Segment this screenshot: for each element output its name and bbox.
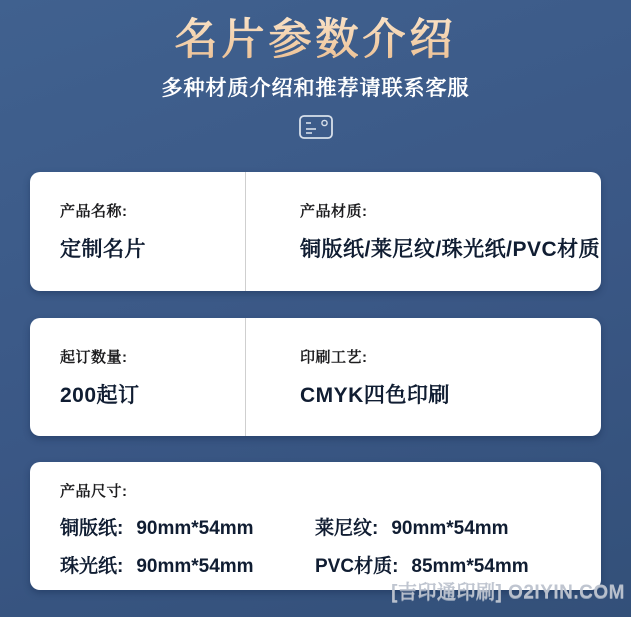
size-name: 铜版纸: xyxy=(60,518,124,539)
product-name-section xyxy=(30,172,245,291)
watermark: [吉印通印刷] O2IYIN.COM xyxy=(391,582,625,603)
min-order-section xyxy=(30,318,245,436)
card-order-process xyxy=(30,318,601,436)
min-order-label: 起订数量: xyxy=(60,348,128,366)
size-item-pvc xyxy=(315,551,571,578)
product-material-value: 铜版纸/莱尼纹/珠光纸/PVC材质 xyxy=(300,238,601,261)
size-value: 85mm*54mm xyxy=(411,556,529,577)
card-product-sizes xyxy=(30,462,601,590)
size-name: PVC材质: xyxy=(315,556,399,577)
size-item-linen xyxy=(315,513,571,540)
product-material-section xyxy=(246,172,601,291)
print-process-section xyxy=(246,318,601,436)
size-item-pearl-paper xyxy=(60,551,315,578)
print-process-value: CMYK四色印刷 xyxy=(300,383,450,407)
business-card-icon xyxy=(0,112,631,142)
size-value: 90mm*54mm xyxy=(136,556,254,577)
product-name-label: 产品名称: xyxy=(60,203,128,220)
page-subtitle: 多种材质介绍和推荐请联系客服 xyxy=(161,77,470,100)
sizes-grid xyxy=(60,513,571,578)
product-material-label: 产品材质: xyxy=(300,203,368,220)
print-process-label: 印刷工艺: xyxy=(300,348,368,366)
min-order-value: 200起订 xyxy=(60,383,140,407)
product-sizes-label: 产品尺寸: xyxy=(60,483,128,500)
size-value: 90mm*54mm xyxy=(391,518,509,539)
card-name-material xyxy=(30,172,601,291)
size-name: 珠光纸: xyxy=(60,556,124,577)
page-title: 名片参数介绍 xyxy=(0,6,631,67)
size-item-coated-paper xyxy=(60,513,315,540)
product-name-value: 定制名片 xyxy=(60,238,146,261)
size-value: 90mm*54mm xyxy=(136,518,254,539)
size-name: 莱尼纹: xyxy=(315,518,379,539)
